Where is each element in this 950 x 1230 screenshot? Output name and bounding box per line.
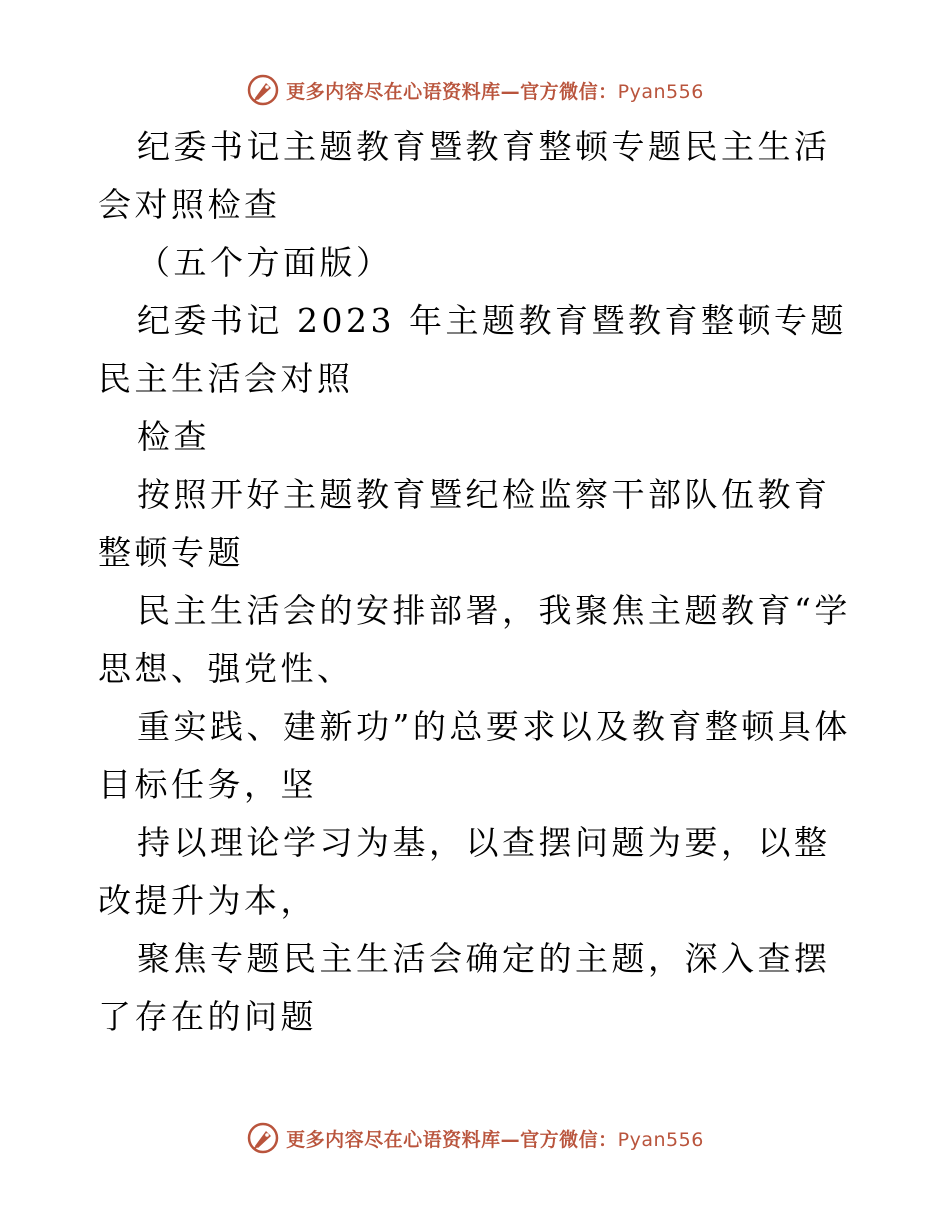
doc-paragraph: 聚焦专题民主生活会确定的主题，深入查摆了存在的问题 [98,939,831,1036]
doc-paragraph: 重实践、建新功”的总要求以及教育整顿具体目标任务，坚 [98,707,851,804]
doc-paragraph: 民主生活会的安排部署，我聚焦主题教育“学思想、强党性、 [98,591,851,688]
doc-subtitle: （五个方面版） [137,243,393,282]
watermark-text: 更多内容尽在心语资料库—官方微信：Pyan556 [286,1128,704,1151]
doc-paragraph: 持以理论学习为基，以查摆问题为要，以整改提升为本， [98,823,831,920]
watermark-text: 更多内容尽在心语资料库—官方微信：Pyan556 [286,80,704,103]
pen-nib-icon [246,73,280,107]
pen-nib-icon [246,1121,280,1155]
doc-title: 纪委书记主题教育暨教育整顿专题民主生活会对照检查 [98,127,831,224]
document-body [98,118,853,1046]
doc-paragraph: 检查 [137,417,210,456]
doc-paragraph: 纪委书记 2023 年主题教育暨教育整顿专题民主生活会对照 [98,301,847,398]
doc-paragraph: 按照开好主题教育暨纪检监察干部队伍教育整顿专题 [98,475,831,572]
footer-watermark [0,1118,950,1158]
header-watermark [0,70,950,110]
